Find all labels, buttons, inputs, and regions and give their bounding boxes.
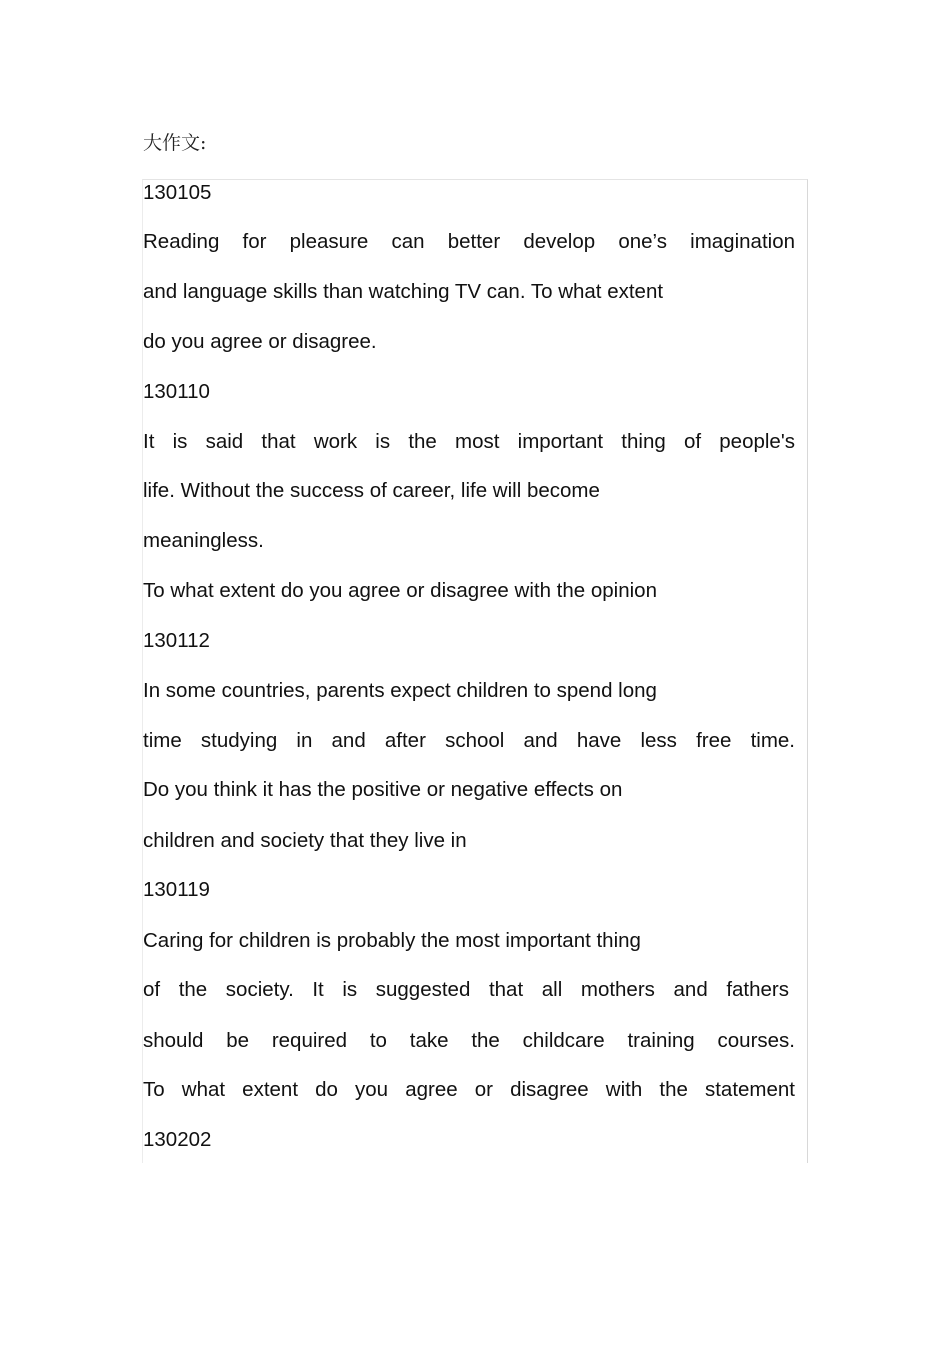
text-line: do you agree or disagree. <box>143 330 377 353</box>
text-line: life. Without the success of career, life will become <box>143 479 600 502</box>
text-line: Do you think it has the positive or negative effects on <box>143 778 623 801</box>
text-line: children and society that they live in <box>143 829 467 852</box>
date-code: 130110 <box>143 380 210 403</box>
text-line: In some countries, parents expect children to spend long <box>143 679 657 702</box>
text-line: and language skills than watching TV can. To what extent <box>143 280 664 303</box>
date-code: 130119 <box>143 878 210 901</box>
text-line: To what extent do you agree or disagree with the opinion <box>143 579 657 602</box>
text-line: time studying in and after school and have less free time. <box>143 729 795 752</box>
text-line: Caring for children is probably the most important thing <box>143 929 641 952</box>
date-code: 130202 <box>143 1128 212 1151</box>
date-code: 130112 <box>143 629 210 652</box>
text-line: It is said that work is the most important thing of people's <box>143 430 795 453</box>
text-line: should be required to take the childcare training courses. <box>143 1029 795 1052</box>
text-line: meaningless. <box>143 529 264 552</box>
text-line: Reading for pleasure can better develop one’s imagination <box>143 230 795 253</box>
text-line: of the society. It is suggested that all mothers and fathers <box>143 978 789 1001</box>
text-line: To what extent do you agree or disagree with the statement <box>143 1078 795 1101</box>
content-box <box>142 179 808 1163</box>
date-code: 130105 <box>143 181 212 204</box>
page-title: 大作文: <box>143 132 207 154</box>
